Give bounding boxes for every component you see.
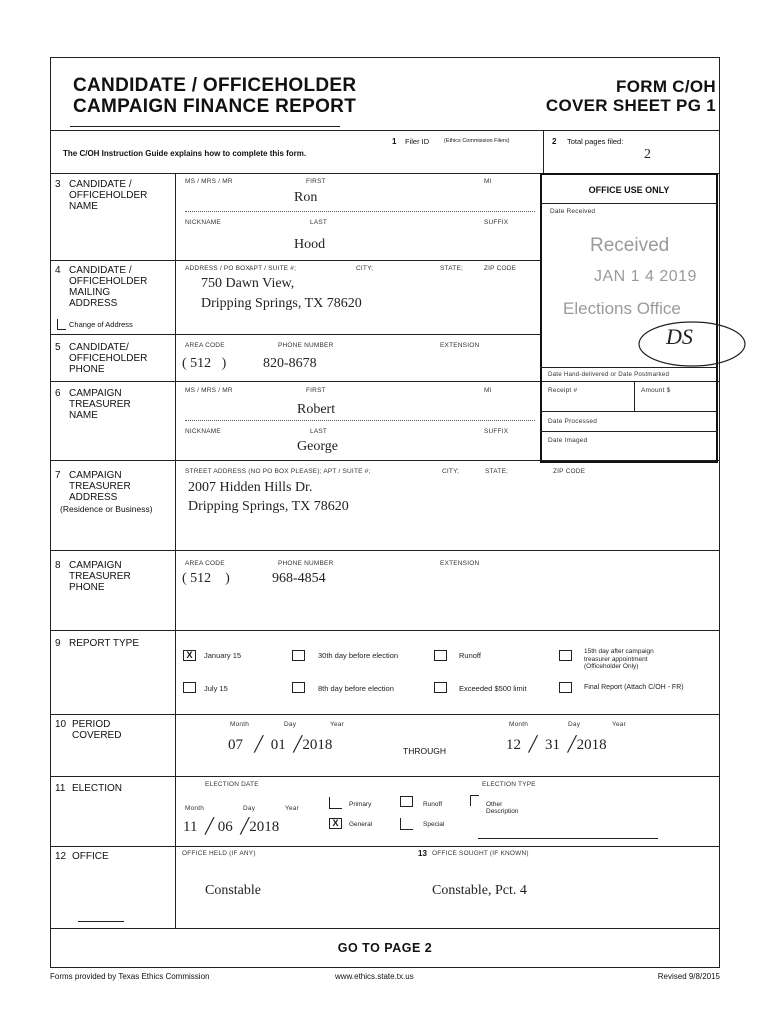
period-from-date[interactable]: 07 ╱ 01 ╱2018: [228, 737, 333, 753]
sec5-num: 5: [55, 342, 61, 353]
report-30day-checkbox[interactable]: [292, 650, 305, 661]
sec6-mi-label: MI: [484, 387, 492, 394]
sec3-label: CANDIDATE / OFFICEHOLDER NAME: [69, 179, 148, 212]
office-held-label: OFFICE HELD (IF ANY): [182, 850, 256, 857]
through-label: THROUGH: [403, 746, 446, 756]
report-runoff-checkbox[interactable]: [434, 650, 447, 661]
report-jul15-label: July 15: [204, 684, 228, 693]
sec10-from-year-label: Year: [330, 721, 344, 728]
sec6-nickname-label: NICKNAME: [185, 428, 221, 435]
form-number: FORM C/OH: [616, 77, 716, 96]
received-stamp: Received: [590, 235, 670, 256]
received-stamp-date: JAN 1 4 2019: [594, 268, 697, 285]
form-title-line1: CANDIDATE / OFFICEHOLDER: [73, 75, 357, 96]
sec8-num: 8: [55, 560, 61, 571]
footer-website[interactable]: www.ethics.state.tx.us: [335, 972, 414, 981]
sec7-label: CAMPAIGN TREASURER ADDRESS: [69, 470, 131, 503]
office-use-title: OFFICE USE ONLY: [588, 185, 670, 195]
report-8day-label: 8th day before election: [318, 684, 394, 693]
report-final-label: Final Report (Attach C/OH - FR): [584, 684, 684, 691]
sec6-label: CAMPAIGN TREASURER NAME: [69, 388, 131, 421]
sec7-state-label: STATE;: [485, 468, 508, 475]
sec4-address-label: ADDRESS / PO BOX;: [185, 265, 252, 272]
sec6-prefix-label: MS / MRS / MR: [185, 387, 233, 394]
candidate-area-code[interactable]: ( 512 ): [182, 356, 227, 371]
sec8-ext-label: EXTENSION: [440, 560, 480, 567]
sec3-suffix-label: SUFFIX: [484, 219, 509, 226]
election-special-label: Special: [423, 821, 445, 828]
sec10-from-day-label: Day: [284, 721, 297, 728]
candidate-last-name[interactable]: Hood: [294, 237, 326, 252]
sec8-area-label: AREA CODE: [185, 560, 225, 567]
sec3-last-label: LAST: [310, 219, 328, 226]
form-page: COVER SHEET PG 1: [545, 96, 716, 115]
sec10-to-month-label: Month: [509, 721, 529, 728]
sec10-label: PERIOD COVERED: [72, 719, 122, 741]
report-15day-label: 15th day after campaign treasurer appointment (Officeholder Only): [584, 648, 654, 670]
report-final-checkbox[interactable]: [559, 682, 572, 693]
sec7-street-label: STREET ADDRESS (NO PO BOX PLEASE); APT / SUITE #;: [185, 468, 371, 475]
election-primary-label: Primary: [349, 801, 372, 808]
sec5-phone-label: PHONE NUMBER: [278, 342, 334, 349]
sec9-num: 9: [55, 638, 61, 649]
sec6-first-label: FIRST: [306, 387, 326, 394]
report-8day-checkbox[interactable]: [292, 682, 305, 693]
sec11-month-label: Month: [185, 805, 205, 812]
sec4-num: 4: [55, 265, 61, 276]
processed-label: Date Processed: [548, 418, 598, 425]
report-jan15-label: January 15: [204, 651, 242, 660]
sec3-num: 3: [55, 179, 61, 190]
total-pages-num: 2: [552, 137, 557, 146]
sec4-state-label: STATE;: [440, 265, 463, 272]
footer-revised: Revised 9/8/2015: [657, 972, 720, 981]
sec3-nickname-label: NICKNAME: [185, 219, 221, 226]
change-of-address-label: Change of Address: [69, 320, 133, 329]
office-sought-value[interactable]: Constable, Pct. 4: [432, 883, 527, 898]
candidate-address-line2[interactable]: Dripping Springs, TX 78620: [201, 296, 362, 311]
sec4-apt-label: APT / SUITE #;: [249, 265, 297, 272]
date-received-label: Date Received: [550, 208, 596, 215]
elections-office-stamp: Elections Office: [563, 299, 681, 318]
filer-id-note: (Ethics Commission Filers): [444, 138, 510, 144]
election-date[interactable]: 11 ╱ 06 ╱2018: [183, 819, 280, 835]
report-runoff-label: Runoff: [459, 651, 481, 660]
treasurer-address-line2[interactable]: Dripping Springs, TX 78620: [188, 499, 349, 514]
sec8-phone-label: PHONE NUMBER: [278, 560, 334, 567]
treasurer-last-name[interactable]: George: [297, 439, 338, 454]
sec12-num: 12: [55, 851, 67, 862]
election-special-checkbox[interactable]: [400, 818, 413, 830]
sec7-zip-label: ZIP CODE: [553, 468, 586, 475]
sec4-city-label: CITY;: [356, 265, 374, 272]
office-sought-label: OFFICE SOUGHT (IF KNOWN): [432, 850, 529, 857]
change-of-address-checkbox[interactable]: [57, 319, 66, 330]
report-30day-label: 30th day before election: [318, 651, 399, 660]
candidate-address-line1[interactable]: 750 Dawn View,: [201, 276, 295, 291]
election-other-checkbox[interactable]: [470, 795, 479, 806]
total-pages-label: Total pages filed:: [567, 137, 624, 146]
sec3-first-label: FIRST: [306, 178, 326, 185]
sec7-city-label: CITY;: [442, 468, 460, 475]
treasurer-first-name[interactable]: Robert: [297, 402, 336, 417]
total-pages-value[interactable]: 2: [644, 147, 651, 162]
election-date-label: ELECTION DATE: [205, 781, 259, 788]
sec11-day-label: Day: [243, 805, 256, 812]
filer-id-label: Filer ID: [405, 137, 430, 146]
receipt-label: Receipt #: [548, 387, 578, 394]
sec5-label: CANDIDATE/ OFFICEHOLDER PHONE: [69, 342, 148, 375]
imaged-label: Date Imaged: [548, 437, 588, 444]
report-jan15-checkbox[interactable]: X: [183, 650, 196, 661]
treasurer-phone[interactable]: 968-4854: [272, 571, 326, 586]
candidate-phone[interactable]: 820-8678: [263, 356, 317, 371]
amount-label: Amount $: [641, 387, 671, 394]
treasurer-address-line1[interactable]: 2007 Hidden Hills Dr.: [188, 480, 313, 495]
sec5-area-label: AREA CODE: [185, 342, 225, 349]
sec8-label: CAMPAIGN TREASURER PHONE: [69, 560, 131, 593]
hand-delivered-label: Date Hand-delivered or Date Postmarked: [548, 371, 670, 378]
footer-left: Forms provided by Texas Ethics Commission: [50, 972, 210, 981]
election-primary-checkbox[interactable]: [329, 797, 342, 809]
sec6-num: 6: [55, 388, 61, 399]
sec3-mi-label: MI: [484, 178, 492, 185]
report-exceeded-label: Exceeded $500 limit: [459, 684, 527, 693]
sec4-label: CANDIDATE / OFFICEHOLDER MAILING ADDRESS: [69, 265, 148, 309]
election-general-checkbox[interactable]: X: [329, 818, 342, 829]
report-jul15-checkbox[interactable]: [183, 682, 196, 693]
sec10-to-year-label: Year: [612, 721, 626, 728]
sec4-zip-label: ZIP CODE: [484, 265, 517, 272]
candidate-first-name[interactable]: Ron: [294, 190, 318, 205]
report-exceeded-checkbox[interactable]: [434, 682, 447, 693]
sec11-num: 11: [55, 783, 66, 794]
sec6-last-label: LAST: [310, 428, 328, 435]
sec7-label-note: (Residence or Business): [60, 504, 153, 514]
sec11-label: ELECTION: [72, 783, 123, 794]
sec13-num: 13: [418, 849, 427, 858]
election-general-label: General: [349, 821, 373, 828]
sec7-num: 7: [55, 470, 61, 481]
sec11-year-label: Year: [285, 805, 299, 812]
office-held-value[interactable]: Constable: [205, 883, 261, 898]
filer-id-num: 1: [392, 137, 397, 146]
sec10-to-day-label: Day: [568, 721, 581, 728]
election-runoff-checkbox[interactable]: [400, 796, 413, 807]
go-to-page-2: GO TO PAGE 2: [337, 941, 433, 955]
sec12-label: OFFICE: [72, 851, 109, 862]
sec6-suffix-label: SUFFIX: [484, 428, 509, 435]
sec5-ext-label: EXTENSION: [440, 342, 480, 349]
sec3-prefix-label: MS / MRS / MR: [185, 178, 233, 185]
report-15day-checkbox[interactable]: [559, 650, 572, 661]
sec10-num: 10: [55, 719, 67, 730]
period-to-date[interactable]: 12 ╱ 31 ╱2018: [506, 737, 607, 753]
election-other-label: Other Description: [486, 801, 519, 815]
sec10-from-month-label: Month: [230, 721, 250, 728]
treasurer-area-code[interactable]: ( 512 ): [182, 571, 230, 586]
form-title-line2: CAMPAIGN FINANCE REPORT: [73, 96, 357, 117]
sec9-label: REPORT TYPE: [69, 638, 140, 649]
election-type-label: ELECTION TYPE: [482, 781, 536, 788]
initials: DS: [666, 324, 693, 349]
instructions: The C/OH Instruction Guide explains how to complete this form.: [63, 149, 307, 158]
election-runoff-label: Runoff: [423, 801, 443, 808]
